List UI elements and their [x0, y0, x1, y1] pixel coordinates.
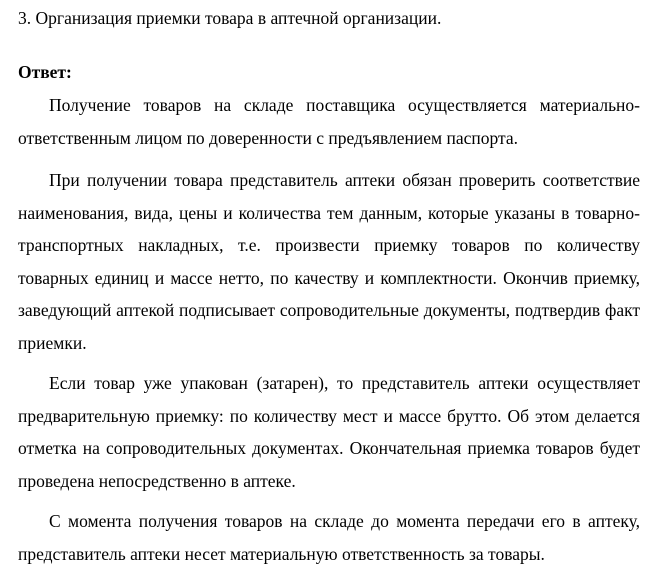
answer-label: Ответ: — [18, 62, 72, 82]
paragraph-preliminary-acceptance: Если товар уже упакован (затарен), то представитель аптеки осуществляет предварительную приемку: по количеству мест и массе брутто. Об этом делается отметка на сопроводительных документах. Окончательная приемка товаров будет проведена непосредственно в аптеке. — [18, 373, 640, 491]
paragraph-receipt-at-supplier: Получение товаров на складе поставщика осуществляется материально-ответственным лицом по доверенности с предъявлением паспорта. — [18, 95, 640, 148]
paragraph-pharmacy-representative-duties: При получении товара представитель аптеки обязан проверить соответствие наименования, вида, цены и количества тем данным, которые указаны в товарно-транспортных накладных, т.е. произвести приемку товаров по количеству товарных единиц и массе нетто, по качеству и комплектности. Окончив приемку, заведующий аптекой подписывает сопроводительные документы, подтвердив факт приемки. — [18, 170, 640, 353]
question-heading: 3. Организация приемки товара в аптечной организации. — [18, 8, 442, 28]
paragraph-material-responsibility: С момента получения товаров на складе до момента передачи его в аптеку, представитель аптеки несет материальную ответственность за товары. — [18, 511, 640, 564]
